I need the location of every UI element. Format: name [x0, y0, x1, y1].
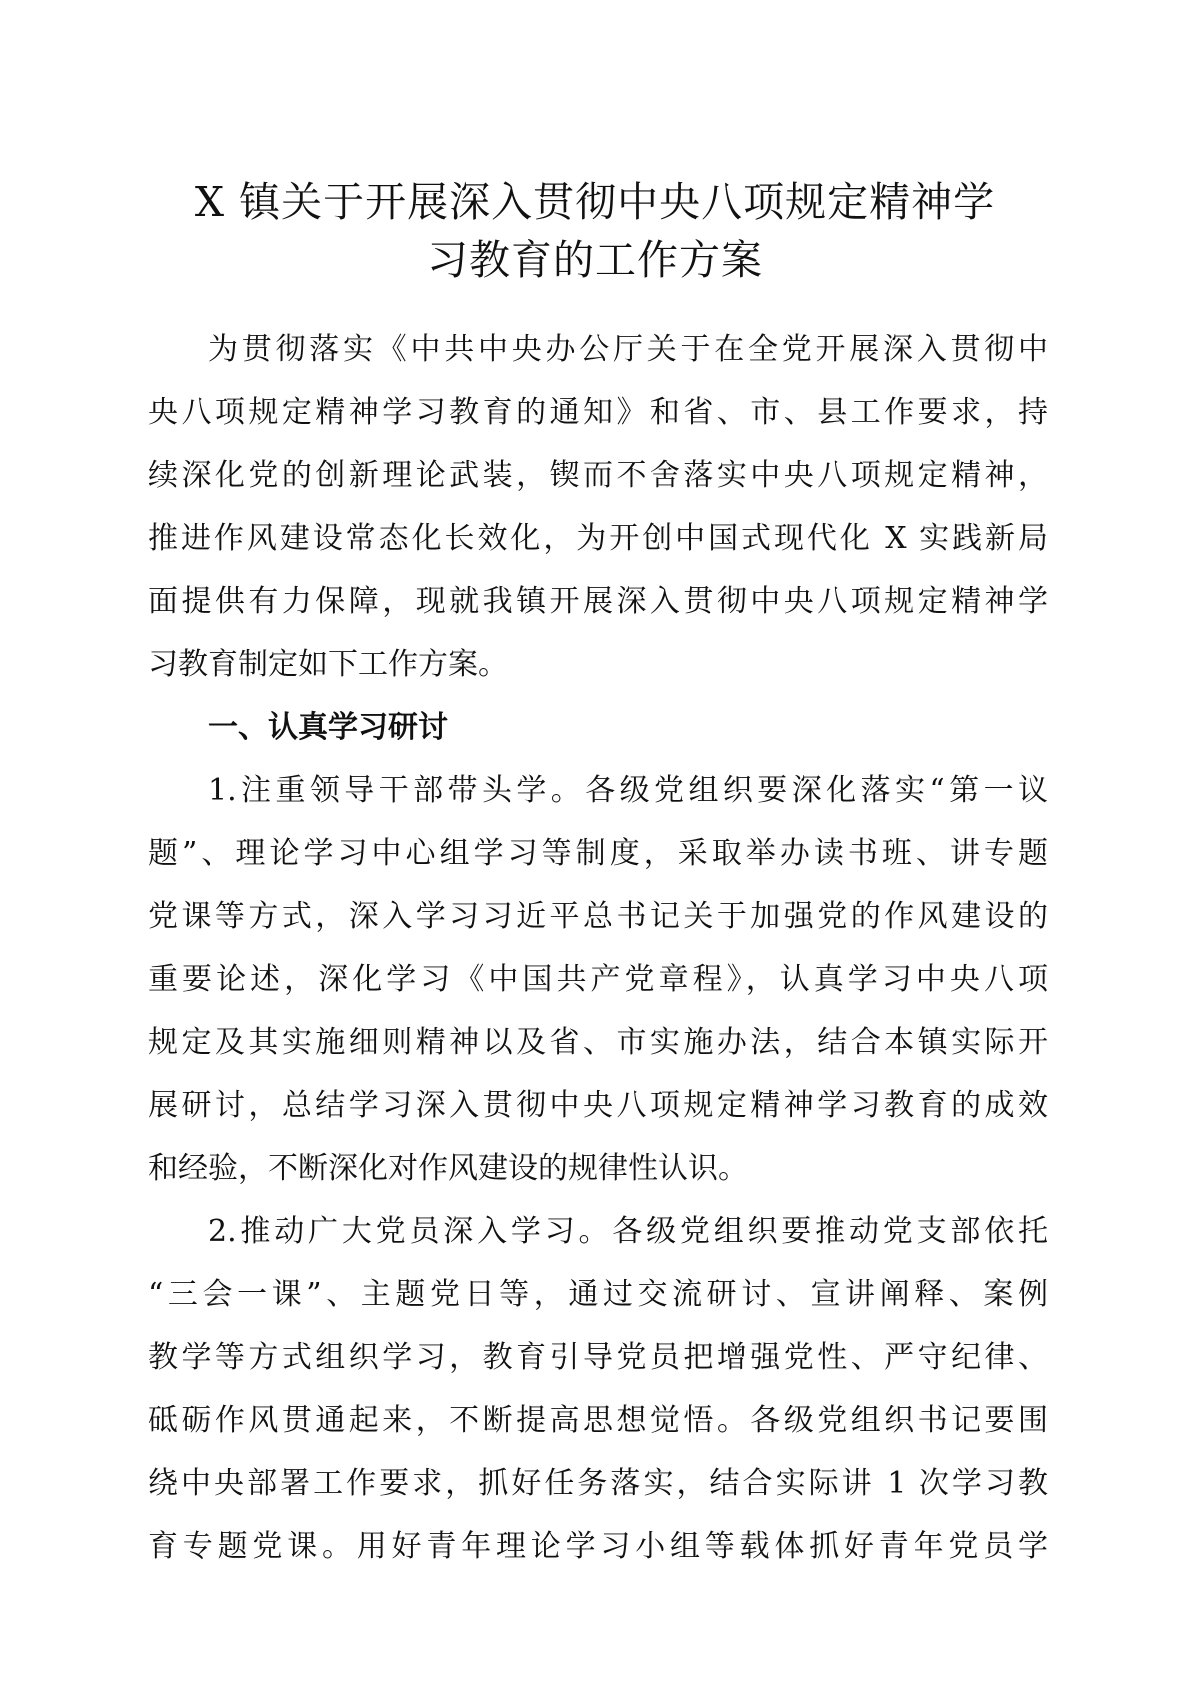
body-line: 央八项规定精神学习教育的通知》和省、市、县工作要求，持 — [148, 395, 1048, 430]
body-line: 续深化党的创新理论武装，锲而不舍落实中央八项规定精神， — [148, 458, 1048, 493]
body-line: 党课等方式，深入学习习近平总书记关于加强党的作风建设的 — [148, 899, 1048, 934]
section-heading: 一、认真学习研讨 — [208, 710, 448, 745]
body-line: 推进作风建设常态化长效化，为开创中国式现代化 X 实践新局 — [148, 521, 1048, 556]
body-line: 规定及其实施细则精神以及省、市实施办法，结合本镇实际开 — [148, 1025, 1048, 1060]
body-line: 习教育制定如下工作方案。 — [148, 647, 508, 682]
body-line: 绕中央部署工作要求，抓好任务落实，结合实际讲 1 次学习教 — [148, 1466, 1048, 1501]
body-line: 教学等方式组织学习，教育引导党员把增强党性、严守纪律、 — [148, 1340, 1048, 1375]
body-line: 1.注重领导干部带头学。各级党组织要深化落实“第一议 — [208, 773, 1048, 808]
body-line: “三会一课”、主题党日等，通过交流研讨、宣讲阐释、案例 — [148, 1277, 1048, 1312]
document-title-line-1: X 镇关于开展深入贯彻中央八项规定精神学 — [194, 178, 996, 226]
body-line: 2.推动广大党员深入学习。各级党组织要推动党支部依托 — [208, 1214, 1048, 1249]
document-body — [148, 318, 1048, 1578]
body-line: 面提供有力保障，现就我镇开展深入贯彻中央八项规定精神学 — [148, 584, 1048, 619]
body-line: 为贯彻落实《中共中央办公厅关于在全党开展深入贯彻中 — [208, 332, 1048, 367]
body-line: 题”、理论学习中心组学习等制度，采取举办读书班、讲专题 — [148, 836, 1048, 871]
document-title-line-2: 习教育的工作方案 — [427, 236, 763, 284]
body-line: 育专题党课。用好青年理论学习小组等载体抓好青年党员学 — [148, 1529, 1048, 1564]
body-line: 重要论述，深化学习《中国共产党章程》，认真学习中央八项 — [148, 962, 1048, 997]
body-line: 和经验，不断深化对作风建设的规律性认识。 — [148, 1151, 748, 1186]
body-line: 砥砺作风贯通起来，不断提高思想觉悟。各级党组织书记要围 — [148, 1403, 1048, 1438]
body-line: 展研讨，总结学习深入贯彻中央八项规定精神学习教育的成效 — [148, 1088, 1048, 1123]
